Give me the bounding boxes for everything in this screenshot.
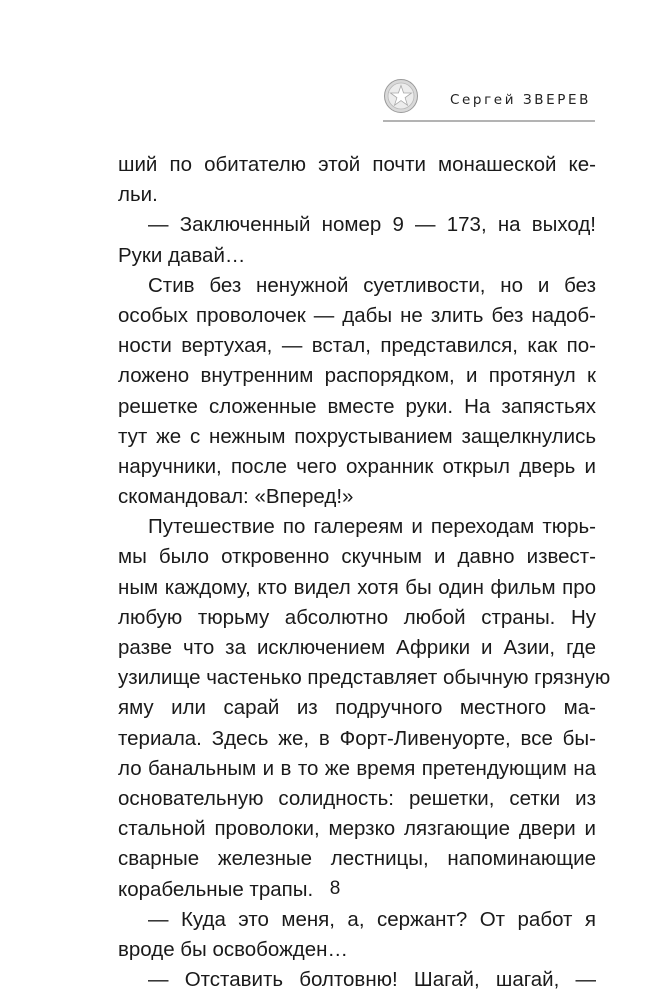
text-line: решетке сложенные вместе руки. На запястьях (118, 394, 596, 418)
text-line: корабельные трапы. (118, 877, 314, 901)
text-line: сварные железные лестницы, напоминающие (118, 847, 596, 871)
text-line: скомандовал: «Вперед!» (118, 485, 354, 509)
star-in-circle-icon (383, 78, 419, 114)
author-name: Сергей ЗВЕРЕВ (450, 92, 591, 108)
text-line: разве что за исключением Африки и Азии, где (118, 636, 596, 659)
text-line: Путешествие по галереям и переходам тюрь- (148, 515, 596, 539)
text-line: ным каждому, кто видел хотя бы один фильм про (118, 575, 596, 599)
header-divider (383, 120, 595, 122)
text-line: наручники, после чего охранник открыл дверь и (118, 454, 596, 478)
text-line: — Куда это меня, а, сержант? От работ я (148, 907, 596, 931)
text-line: тут же с нежным похрустыванием защелкнулись (118, 424, 596, 448)
text-line: основательную солидность: решетки, сетки из (118, 786, 596, 810)
text-line: узилище частенько представляет обычную грязную (118, 666, 611, 690)
text-line: вроде бы освобожден… (118, 937, 348, 961)
text-line: — Заключенный номер 9 — 173, на выход! (148, 213, 596, 237)
text-line: ло банальным и в то же время претендующим на (118, 756, 596, 780)
text-line: особых проволочек — дабы не злить без надоб- (118, 303, 596, 327)
page-number: 8 (329, 878, 341, 899)
running-header (383, 72, 595, 124)
text-line: любую тюрьму абсолютно любой страны. Ну (118, 605, 596, 629)
text-line: — Отставить болтовню! Шагай, шагай, — (148, 968, 596, 992)
text-line: териала. Здесь же, в Форт-Ливенуорте, все бы- (118, 726, 596, 750)
text-line: Руки давай… (118, 243, 246, 267)
text-line: ности вертухая, — встал, представился, как по- (118, 334, 596, 358)
text-line: стальной проволоки, мерзко лязгающие двери и (118, 817, 596, 841)
text-line: льи. (118, 183, 158, 207)
text-line: ший по обитателю этой почти монашеской ке- (118, 153, 596, 176)
text-line: яму или сарай из подручного местного ма- (118, 696, 596, 720)
text-line: ложено внутренним распорядком, и протянул к (118, 364, 596, 388)
text-line: мы было откровенно скучным и давно извест- (118, 545, 596, 569)
body-text (118, 150, 611, 995)
text-line: Стив без ненужной суетливости, но и без (148, 273, 596, 297)
